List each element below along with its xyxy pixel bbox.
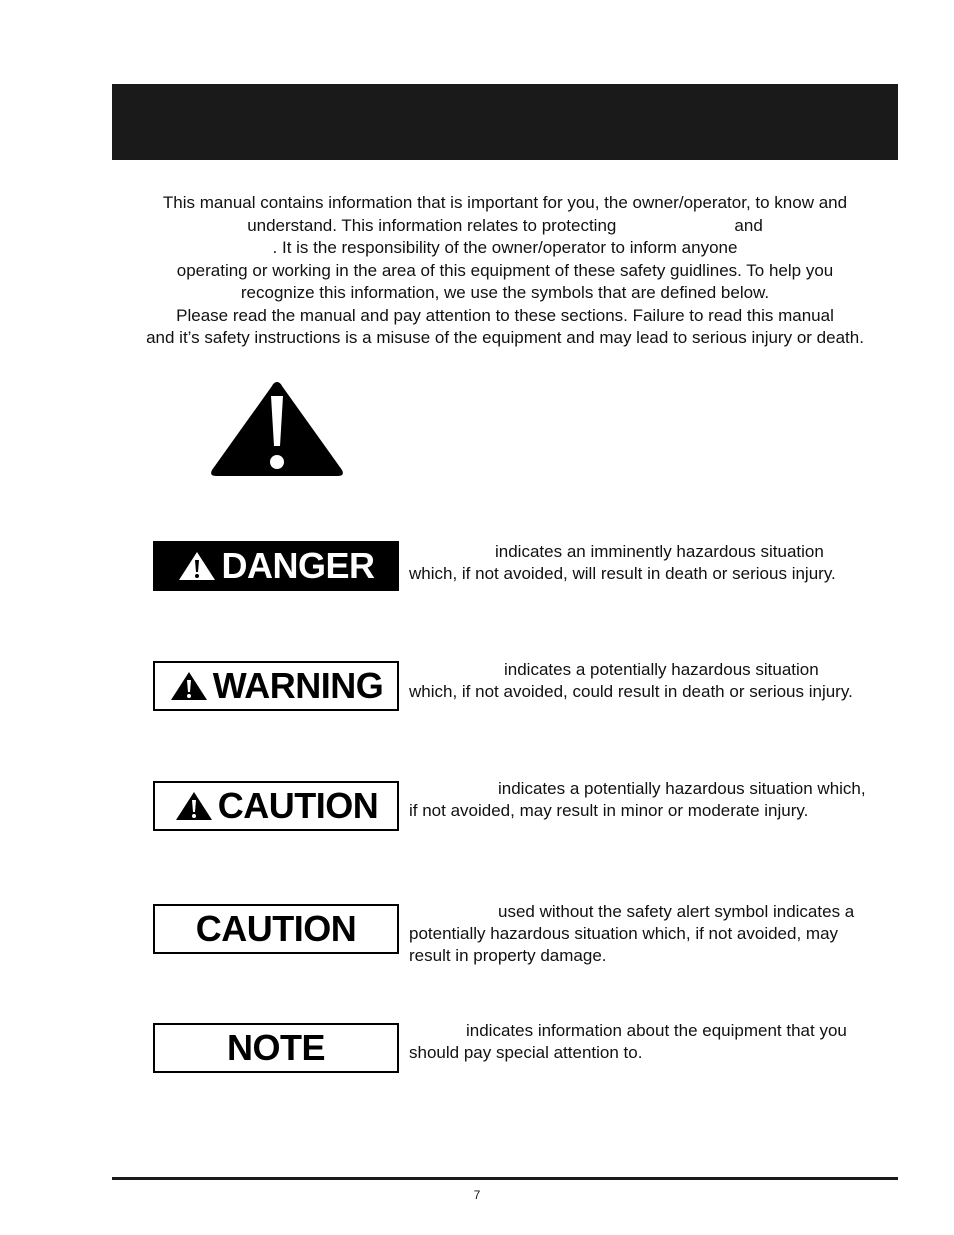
warning-triangle-icon [174, 790, 214, 822]
desc-line: indicates an imminently hazardous situation [495, 542, 824, 561]
intro-line: This manual contains information that is important for you, the owner/operator, to know and [162, 193, 848, 212]
desc-line: result in property damage. [409, 946, 607, 965]
exclamation-triangle-icon [208, 378, 346, 480]
desc-line: if not avoided, may result in minor or moderate injury. [409, 801, 809, 820]
intro-line: Please read the manual and pay attention to these sections. Failure to read this manual [176, 305, 834, 325]
note-signal [153, 1023, 399, 1073]
note-description [409, 1020, 909, 1064]
warning-signal [153, 661, 399, 711]
caution-alert-label: CAUTION [217, 785, 379, 826]
desc-line: which, if not avoided, could result in death or serious injury. [409, 682, 853, 701]
danger-signal [153, 541, 399, 591]
desc-line: indicates information about the equipment that you [466, 1021, 847, 1040]
desc-line: potentially hazardous situation which, if not avoided, may [409, 924, 839, 943]
caution-plain-signal [153, 904, 399, 954]
intro-line: understand. This information relates to protecting and [247, 215, 763, 235]
footer-rule [112, 1177, 898, 1180]
caution-plain-label: CAUTION [195, 908, 357, 949]
intro-line: operating or working in the area of this equipment of these safety guidlines. To help you [176, 260, 834, 280]
desc-line: indicates a potentially hazardous situation which, [498, 779, 866, 798]
intro-paragraph [112, 192, 898, 350]
note-label: NOTE [226, 1027, 325, 1068]
desc-line: indicates a potentially hazardous situation [504, 660, 819, 679]
danger-description [409, 541, 909, 585]
intro-line: and it’s safety instructions is a misuse of the equipment and may lead to serious injury or death. [146, 328, 864, 347]
warning-triangle-icon [169, 670, 209, 702]
caution-plain-description [409, 901, 909, 967]
warning-label: WARNING [212, 665, 384, 706]
caution-alert-signal [153, 781, 399, 831]
intro-line: recognize this information, we use the symbols that are defined below. [240, 283, 770, 302]
desc-line: used without the safety alert symbol indicates a [498, 902, 855, 921]
desc-line: which, if not avoided, will result in death or serious injury. [409, 564, 836, 583]
warning-description [409, 659, 909, 703]
page-number: 7 [473, 1188, 481, 1202]
caution-alert-description [409, 778, 909, 822]
warning-triangle-icon [177, 550, 217, 582]
danger-label: DANGER [221, 545, 375, 586]
desc-line: should pay special attention to. [409, 1043, 643, 1062]
intro-line: . It is the responsibility of the owner/operator to inform anyone [272, 238, 738, 257]
header-bar [112, 84, 898, 160]
